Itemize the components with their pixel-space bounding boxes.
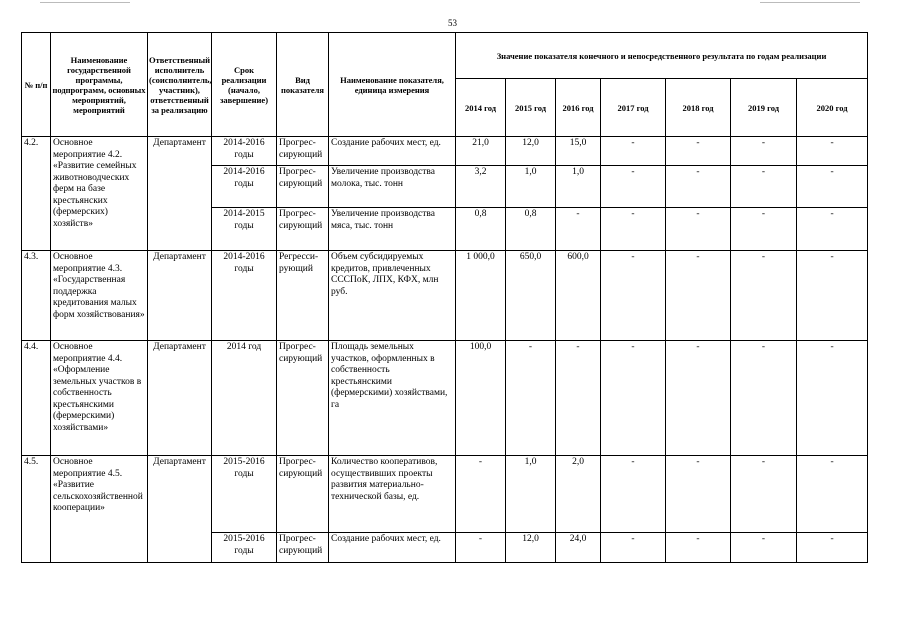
year-value: 1,0 [556,166,601,208]
header-row [22,33,868,79]
row-number: 4.4. [22,341,51,456]
header-values-group: Значение показателя конечного и непосредственного результата по годам реализации [456,33,868,79]
executor: Департамент [148,137,212,251]
year-value: 1,0 [506,166,556,208]
year-value: - [797,251,868,341]
year-value: 12,0 [506,533,556,563]
year-value: 650,0 [506,251,556,341]
header-indicator: Наименование показателя, единица измерения [329,33,456,137]
header-year: 2020 год [797,79,868,137]
period: 2015-2016 годы [212,533,277,563]
year-value: - [666,341,731,456]
indicator-name: Объем субсидируемых кредитов, привлеченных СССПоК, ЛПХ, КФХ, млн руб. [329,251,456,341]
year-value: 0,8 [506,208,556,251]
year-value: - [731,208,797,251]
period: 2014-2015 годы [212,208,277,251]
indicator-kind: Прогрес-сирующий [277,341,329,456]
row-number: 4.2. [22,137,51,251]
year-value: 1 000,0 [456,251,506,341]
year-value: 0,8 [456,208,506,251]
table-row [22,251,868,341]
table-body [22,137,868,563]
header-year: 2019 год [731,79,797,137]
indicator-kind: Прогрес-сирующий [277,166,329,208]
header-period: Срок реализации (начало, завершение) [212,33,277,137]
indicator-kind: Прогрес-сирующий [277,456,329,533]
year-value: 100,0 [456,341,506,456]
header-year: 2015 год [506,79,556,137]
indicator-name: Площадь земельных участков, оформленных в собственность крестьянскими (фермерскими) хозяйствами, га [329,341,456,456]
year-value: - [797,166,868,208]
year-value: - [731,533,797,563]
executor: Департамент [148,456,212,563]
year-value: - [456,533,506,563]
header-year: 2014 год [456,79,506,137]
page-number: 53 [448,18,457,28]
period: 2014-2016 годы [212,166,277,208]
executor: Департамент [148,251,212,341]
year-value: - [556,208,601,251]
year-value: - [666,166,731,208]
top-edge-line [760,2,860,3]
year-value: - [666,533,731,563]
measure-name: Основное мероприятие 4.3. «Государственная поддержка кредитования малых форм хозяйствования» [51,251,148,341]
header-kind: Вид показателя [277,33,329,137]
year-value: - [666,251,731,341]
row-number: 4.5. [22,456,51,563]
indicator-name: Количество кооперативов, осуществивших проекты развития материально-технической базы, ед. [329,456,456,533]
year-value: - [797,341,868,456]
year-value: - [797,456,868,533]
period: 2014-2016 годы [212,251,277,341]
year-value: - [731,166,797,208]
table-row [22,137,868,166]
period: 2014 год [212,341,277,456]
year-value: - [601,208,666,251]
indicator-name: Создание рабочих мест, ед. [329,533,456,563]
year-value: - [601,456,666,533]
year-value: 12,0 [506,137,556,166]
indicator-kind: Прогрес-сирующий [277,533,329,563]
header-name: Наименование государственной программы, подпрограмм, основных мероприятий, мероприятий [51,33,148,137]
indicator-kind: Прогрес-сирующий [277,137,329,166]
header-num: № п/п [22,33,51,137]
header-year: 2017 год [601,79,666,137]
year-value: 24,0 [556,533,601,563]
year-value: - [556,341,601,456]
year-value: - [601,341,666,456]
year-value: - [731,341,797,456]
header-executor: Ответственный исполнитель (соисполнитель, участник), ответственный за реализацию [148,33,212,137]
measure-name: Основное мероприятие 4.4. «Оформление земельных участков в собственность крестьянскими (фермерскими) хозяйствами» [51,341,148,456]
row-number: 4.3. [22,251,51,341]
executor: Департамент [148,341,212,456]
year-value: 21,0 [456,137,506,166]
year-value: - [731,137,797,166]
year-value: - [601,533,666,563]
year-value: - [797,208,868,251]
year-value: - [797,533,868,563]
year-value: - [601,166,666,208]
indicator-kind: Прогрес-сирующий [277,208,329,251]
year-value: 600,0 [556,251,601,341]
measure-name: Основное мероприятие 4.2. «Развитие семейных животноводческих ферм на базе крестьянских (фермерских) хозяйств» [51,137,148,251]
year-value: - [666,137,731,166]
indicator-name: Увеличение производства мяса, тыс. тонн [329,208,456,251]
table-row [22,456,868,533]
indicator-kind: Регресси-рующий [277,251,329,341]
year-value: - [731,251,797,341]
period: 2014-2016 годы [212,137,277,166]
period: 2015-2016 годы [212,456,277,533]
header-year: 2018 год [666,79,731,137]
year-value: - [601,137,666,166]
year-value: 15,0 [556,137,601,166]
year-value: - [506,341,556,456]
year-value: - [666,456,731,533]
year-value: - [456,456,506,533]
year-value: 3,2 [456,166,506,208]
measure-name: Основное мероприятие 4.5. «Развитие сельскохозяйственной кооперации» [51,456,148,563]
indicator-name: Увеличение производства молока, тыс. тонн [329,166,456,208]
indicator-name: Создание рабочих мест, ед. [329,137,456,166]
year-value: - [731,456,797,533]
year-value: - [601,251,666,341]
indicators-table [21,32,868,563]
header-year: 2016 год [556,79,601,137]
year-value: - [797,137,868,166]
top-edge-line [40,2,130,3]
year-value: - [666,208,731,251]
table-row [22,341,868,456]
year-value: 1,0 [506,456,556,533]
year-value: 2,0 [556,456,601,533]
